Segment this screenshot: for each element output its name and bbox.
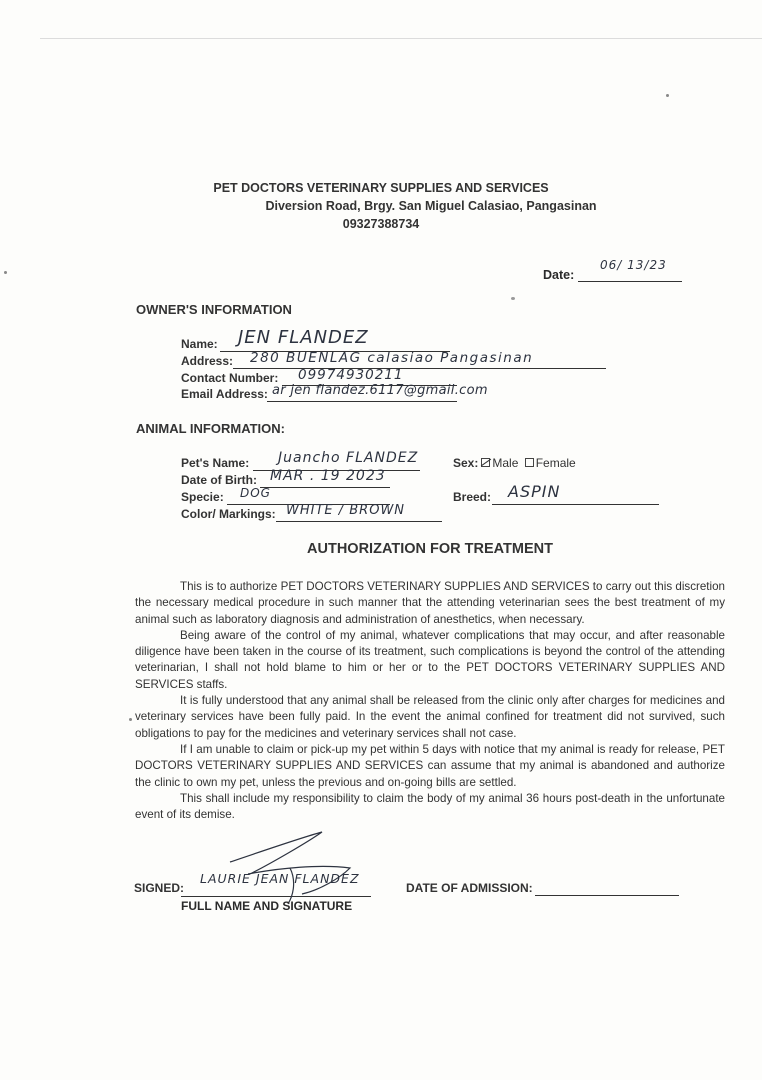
scan-speck [129,718,132,721]
owner-heading: OWNER'S INFORMATION [136,302,292,317]
sex-female-checkbox[interactable] [525,458,534,467]
breed-value[interactable]: ASPIN [508,482,561,501]
breed-underline [492,504,659,505]
color-underline [276,521,442,522]
signature-scribble [190,828,390,908]
email-label: Email Address: [181,387,268,401]
scan-speck [511,297,515,300]
date-underline [578,281,682,282]
owner-address-value[interactable]: 280 BUENLAG calasiao Pangasinan [250,350,534,366]
dob-value[interactable]: MAR . 19 2023 [270,468,386,484]
authorization-body [135,579,725,823]
specie-label: Specie: [181,490,224,504]
dob-underline [260,487,390,488]
owner-contact-value[interactable]: 09974930211 [298,367,404,383]
color-value[interactable]: WHITE / BROWN [286,503,406,518]
sex-male-label: Male [492,456,519,470]
authorization-paragraph: This is to authorize PET DOCTORS VETERINARY SUPPLIES AND SERVICES to carry out this discretion the necessary medical procedure in such manner that the attending veterinarian sees the best treatment of my animal such as laboratory diagnosis and administration of anesthetics, when necessary. [135,580,725,626]
name-label: Name: [181,337,218,351]
signed-label: SIGNED: [134,881,185,895]
clinic-name: PET DOCTORS VETERINARY SUPPLIES AND SERVICES [213,181,549,195]
date-of-admission-underline[interactable] [535,895,679,896]
authorization-paragraph: If I am unable to claim or pick-up my pet within 5 days with notice that my animal is ready for release, PET DOCTORS VETERINARY SUPPLIES AND SERVICES can assume that my animal is abandoned and authorize the clinic to own my pet, unless the previous and on-going bills are settled. [135,742,725,789]
owner-email-value[interactable]: ar jen flandez.6117@gmail.com [272,383,488,398]
sex-male-checkbox[interactable] [481,458,490,467]
authorization-paragraph: This shall include my responsibility to claim the body of my animal 36 hours post-death in the unfortunate event of its demise. [135,791,725,822]
contact-label: Contact Number: [181,371,279,385]
sex-label: Sex: [453,456,479,470]
authorization-paragraph: Being aware of the control of my animal, whatever complications that may occur, and after reasonable diligence have been taken in the course of its treatment, such complications is beyond the control of the attending veterinarian, I shall not hold blame to him or her or to the PET DOCTORS VETERINARY SUPPLIES AND SERVICES staffs. [135,628,725,691]
address-underline [233,368,606,369]
full-name-signature-label: FULL NAME AND SIGNATURE [181,899,353,913]
scan-speck [666,94,669,97]
scan-speck [4,271,7,274]
dob-label: Date of Birth: [181,473,257,487]
sex-female-label: Female [535,456,576,470]
authorization-title: AUTHORIZATION FOR TREATMENT [307,541,553,557]
date-label: Date: [543,268,575,282]
breed-label: Breed: [453,490,492,504]
specie-value[interactable]: DOG [240,486,271,500]
clinic-phone: 09327388734 [342,217,420,231]
animal-heading: ANIMAL INFORMATION: [136,421,285,436]
clinic-address: Diversion Road, Brgy. San Miguel Calasiao, Pangasinan [265,199,597,213]
color-label: Color/ Markings: [181,507,276,521]
pet-name-value[interactable]: Juancho FLANDEZ [278,450,419,466]
signed-name-value[interactable]: LAURIE JEAN FLANDEZ [200,871,360,886]
scan-edge [40,38,762,39]
owner-name-value[interactable]: JEN FLANDEZ [238,327,369,348]
email-underline [267,401,457,402]
date-value[interactable]: 06/ 13/23 [600,258,667,272]
pet-name-label: Pet's Name: [181,456,250,470]
sex-field [453,456,576,470]
date-of-admission-label: DATE OF ADMISSION: [406,881,533,895]
address-label: Address: [181,354,234,368]
authorization-paragraph: It is fully understood that any animal shall be released from the clinic only after charges for medicines and veterinary services have been fully paid. In the event the animal confined for treatment did not survived, such obligations to pay for the medicines and veterinary services shall not case. [135,694,725,740]
